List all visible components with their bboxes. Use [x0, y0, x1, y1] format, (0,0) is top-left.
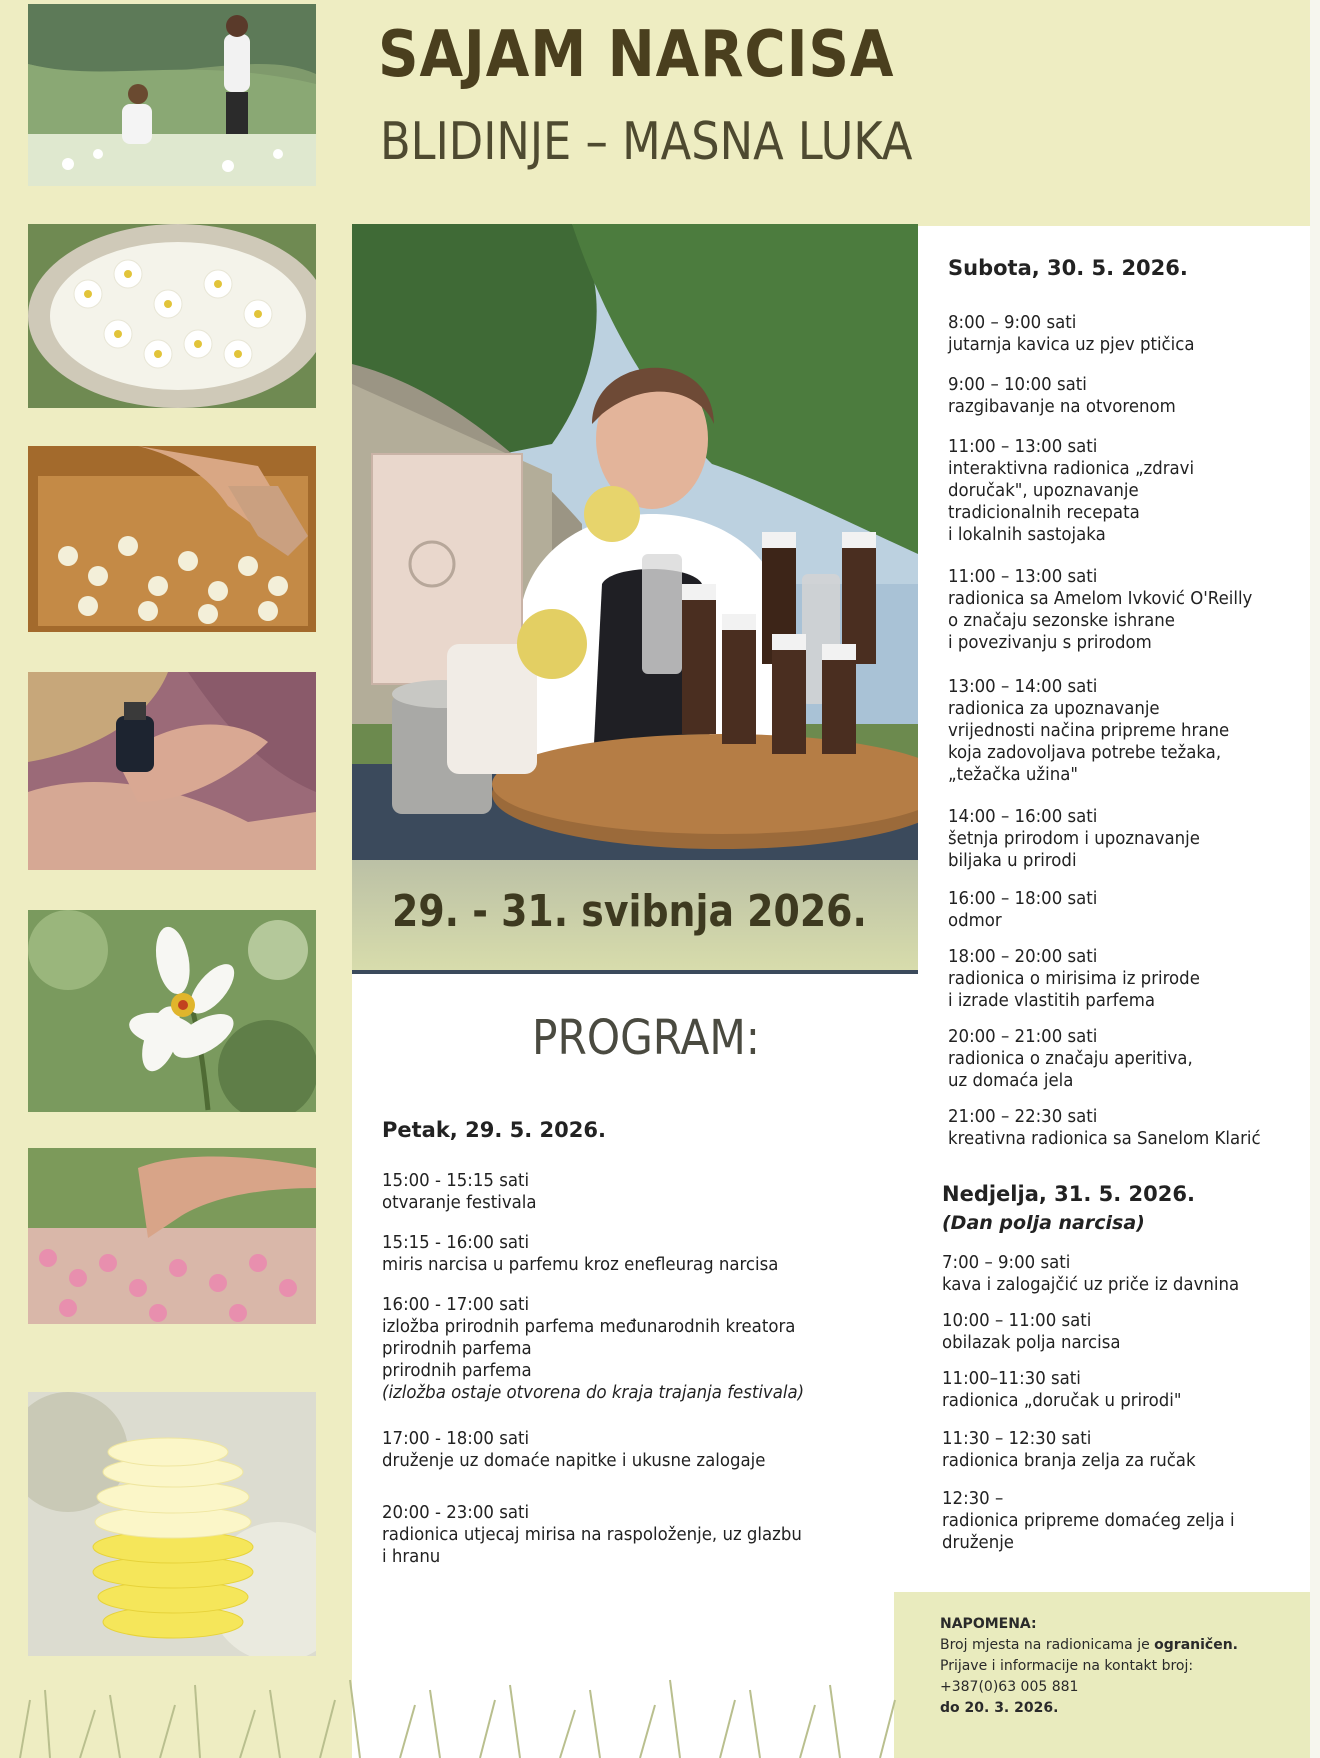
- event-item: [942, 1368, 1273, 1412]
- grass-decoration: [0, 1660, 900, 1758]
- event-desc: radionica o značaju aperitiva, uz domaća jela: [948, 1048, 1193, 1091]
- note: [940, 1614, 1238, 1719]
- festival-dates: 29. - 31. svibnja 2026.: [392, 886, 867, 937]
- event-item: [382, 1232, 860, 1276]
- event-note: (izložba ostaje otvorena do kraja trajanja festivala): [382, 1382, 805, 1403]
- event-time: 8:00 – 9:00 sati: [948, 312, 1077, 333]
- photo-stacked-petals: [28, 1392, 316, 1656]
- event-time: 15:15 - 16:00 sati: [382, 1232, 530, 1253]
- event-desc: radionica o mirisima iz prirode i izrade vlastitih parfema: [948, 968, 1200, 1011]
- contact-phone: +387(0)63 005 881: [940, 1679, 1079, 1695]
- event-item: [948, 946, 1279, 1012]
- event-desc: radionica pripreme domaćeg zelja i druženje: [942, 1510, 1235, 1553]
- event-item: [948, 566, 1279, 654]
- day-heading-saturday: Subota, 30. 5. 2026.: [948, 256, 1188, 280]
- event-desc: otvaranje festivala: [382, 1192, 537, 1213]
- event-item: [382, 1294, 860, 1404]
- event-time: 16:00 – 18:00 sati: [948, 888, 1098, 909]
- event-time: 11:00 – 13:00 sati: [948, 436, 1098, 457]
- event-item: [948, 436, 1279, 546]
- photo-daffodil-basket: [28, 224, 316, 408]
- event-desc: kava i zalogajčić uz priče iz davnina: [942, 1274, 1240, 1295]
- event-item: [942, 1252, 1273, 1296]
- photo-single-narcissus: [28, 910, 316, 1112]
- event-desc: miris narcisa u parfemu kroz enefleurag narcisa: [382, 1254, 779, 1275]
- event-item: [948, 312, 1279, 356]
- event-desc: interaktivna radionica „zdravi doručak", upoznavanje tradicionalnih recepata i lokalnih sastojaka: [948, 458, 1195, 545]
- event-desc: radionica sa Amelom Ivković O'Reilly o značaju sezonske ishrane i povezivanju s prirodom: [948, 588, 1253, 653]
- event-item: [942, 1428, 1273, 1472]
- photo-rose-petals-tray: [28, 1148, 316, 1324]
- event-item: [948, 888, 1279, 932]
- event-desc: obilazak polja narcisa: [942, 1332, 1121, 1353]
- event-time: 18:00 – 20:00 sati: [948, 946, 1098, 967]
- event-time: 11:00–11:30 sati: [942, 1368, 1081, 1389]
- event-time: 10:00 – 11:00 sati: [942, 1310, 1092, 1331]
- note-line1-bold: ograničen.: [1154, 1637, 1238, 1653]
- page-title: SAJAM NARCISA: [378, 18, 895, 92]
- event-item: [948, 676, 1279, 786]
- event-item: [948, 1106, 1279, 1150]
- note-line1: Broj mjesta na radionicama je: [940, 1637, 1155, 1653]
- event-item: [948, 1026, 1279, 1092]
- event-time: 11:00 – 13:00 sati: [948, 566, 1098, 587]
- event-desc: radionica za upoznavanje vrijednosti načina pripreme hrane koja zadovoljava potrebe težaka, „težačka užina": [948, 698, 1230, 785]
- event-time: 21:00 – 22:30 sati: [948, 1106, 1098, 1127]
- event-time: 15:00 - 15:15 sati: [382, 1170, 530, 1191]
- event-time: 12:30 –: [942, 1488, 1004, 1509]
- event-item: [948, 374, 1279, 418]
- event-item: [942, 1488, 1273, 1554]
- event-time: 14:00 – 16:00 sati: [948, 806, 1098, 827]
- event-desc: radionica branja zelja za ručak: [942, 1450, 1196, 1471]
- day-heading-friday: Petak, 29. 5. 2026.: [382, 1118, 606, 1142]
- note-line2: Prijave i informacije na kontakt broj:: [940, 1658, 1194, 1674]
- page-edge: [1310, 0, 1320, 1758]
- event-time: 20:00 – 21:00 sati: [948, 1026, 1098, 1047]
- event-desc: radionica utjecaj mirisa na raspoloženje, uz glazbu i hranu: [382, 1524, 802, 1567]
- event-time: 16:00 - 17:00 sati: [382, 1294, 530, 1315]
- registration-deadline: do 20. 3. 2026.: [940, 1700, 1059, 1716]
- event-time: 11:30 – 12:30 sati: [942, 1428, 1092, 1449]
- day-heading-sunday: Nedjelja, 31. 5. 2026.: [942, 1182, 1195, 1206]
- event-time: 20:00 - 23:00 sati: [382, 1502, 530, 1523]
- event-desc: izložba prirodnih parfema međunarodnih kreatora prirodnih parfema prirodnih parfema: [382, 1316, 796, 1381]
- event-item: [382, 1170, 860, 1214]
- event-item: [942, 1310, 1273, 1354]
- event-time: 9:00 – 10:00 sati: [948, 374, 1087, 395]
- note-title: NAPOMENA:: [940, 1616, 1037, 1632]
- event-time: 13:00 – 14:00 sati: [948, 676, 1098, 697]
- event-desc: odmor: [948, 910, 1002, 931]
- photo-girls-in-meadow: [28, 4, 316, 186]
- event-desc: šetnja prirodom i upoznavanje biljaka u prirodi: [948, 828, 1200, 871]
- event-item: [382, 1502, 860, 1568]
- event-desc: razgibavanje na otvorenom: [948, 396, 1176, 417]
- event-time: 17:00 - 18:00 sati: [382, 1428, 530, 1449]
- event-time: 7:00 – 9:00 sati: [942, 1252, 1071, 1273]
- event-desc: jutarnja kavica uz pjev ptičica: [948, 334, 1195, 355]
- program-title: PROGRAM:: [532, 1010, 761, 1066]
- photo-perfume-bottle-hands: [28, 672, 316, 870]
- photo-drying-petals: [28, 446, 316, 632]
- event-desc: druženje uz domaće napitke i ukusne zalogaje: [382, 1450, 766, 1471]
- event-desc: radionica „doručak u prirodi": [942, 1390, 1182, 1411]
- event-item: [382, 1428, 860, 1472]
- page-subtitle: BLIDINJE – MASNA LUKA: [380, 112, 913, 172]
- event-item: [948, 806, 1279, 872]
- event-desc: kreativna radionica sa Sanelom Klarić: [948, 1128, 1261, 1149]
- day-subheading-sunday: (Dan polja narcisa): [942, 1212, 1145, 1234]
